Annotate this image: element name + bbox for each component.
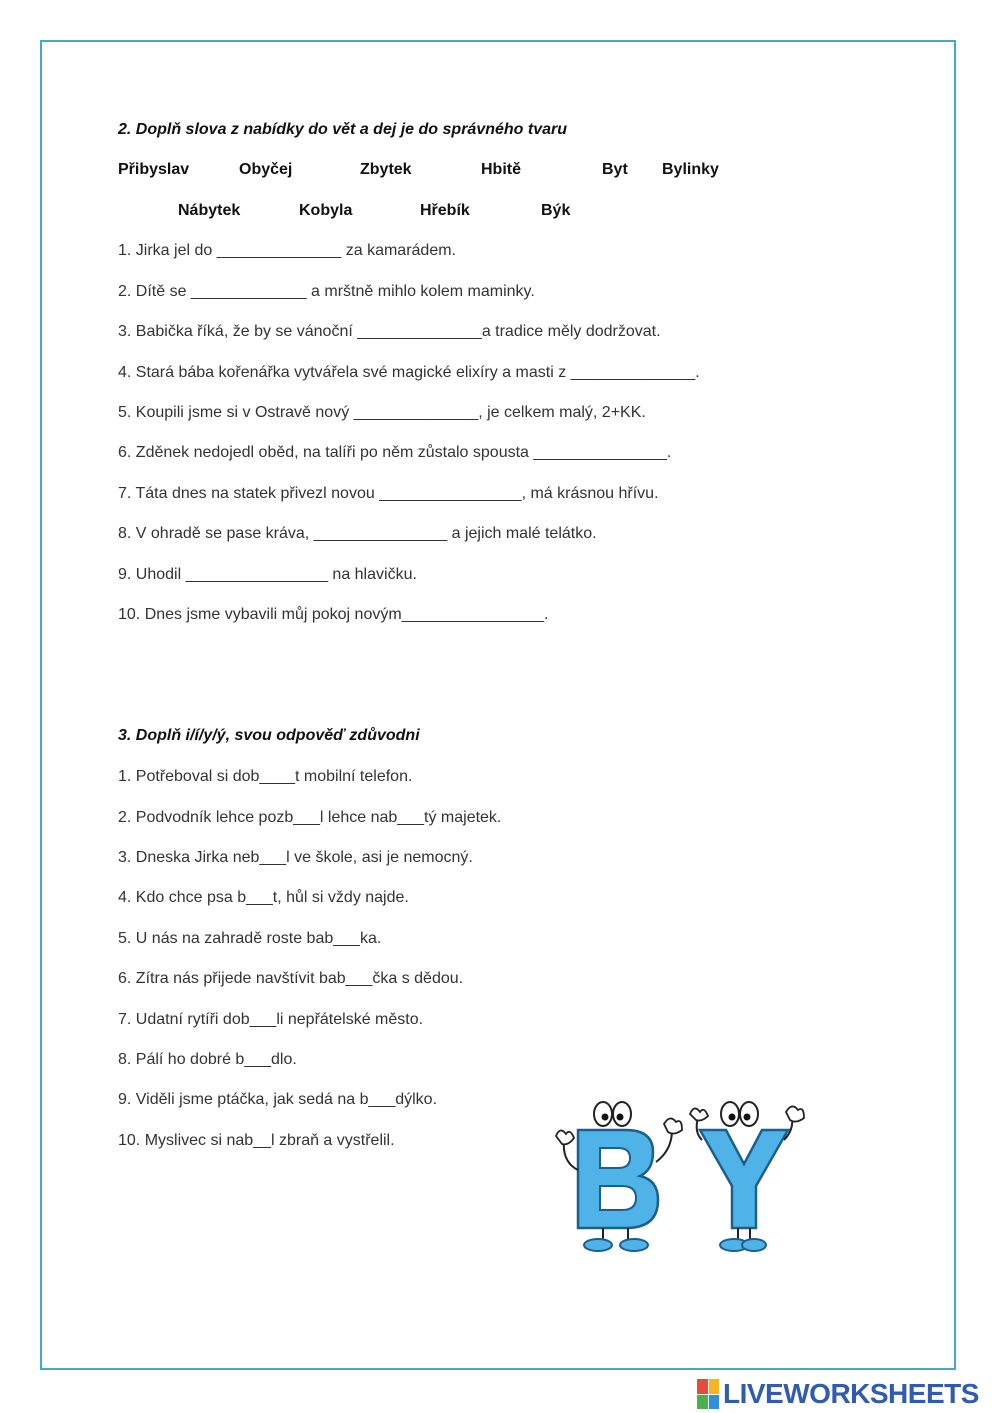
word-option: Obyčej bbox=[239, 161, 293, 178]
letter-b-icon bbox=[556, 1102, 682, 1251]
section2-heading: 2. Doplň slova z nabídky do vět a dej je do správného tvaru bbox=[118, 121, 567, 138]
worksheet-frame bbox=[40, 40, 956, 1370]
exercise-sentence[interactable]: 3. Dneska Jirka neb___l ve škole, asi je nemocný. bbox=[118, 849, 473, 866]
liveworksheets-logo[interactable] bbox=[697, 1378, 979, 1410]
section3-heading: 3. Doplň i/í/y/ý, svou odpověď zdůvodni bbox=[118, 727, 420, 744]
word-option: Nábytek bbox=[178, 202, 241, 219]
exercise-sentence[interactable]: 3. Babička říká, že by se vánoční ______________a tradice měly dodržovat. bbox=[118, 323, 661, 340]
exercise-sentence[interactable]: 1. Jirka jel do ______________ za kamarádem. bbox=[118, 242, 456, 259]
word-option: Býk bbox=[541, 202, 571, 219]
exercise-sentence[interactable]: 9. Uhodil ________________ na hlavičku. bbox=[118, 566, 417, 583]
exercise-sentence[interactable]: 1. Potřeboval si dob____t mobilní telefon. bbox=[118, 768, 413, 785]
exercise-sentence[interactable]: 2. Podvodník lehce pozb___l lehce nab___tý majetek. bbox=[118, 809, 502, 826]
exercise-sentence[interactable]: 4. Stará bába kořenářka vytvářela své magické elixíry a masti z ______________. bbox=[118, 364, 700, 381]
exercise-sentence[interactable]: 7. Udatní rytíři dob___li nepřátelské město. bbox=[118, 1011, 424, 1028]
by-letters-cartoon-icon bbox=[548, 1100, 813, 1255]
word-option: Zbytek bbox=[360, 161, 412, 178]
exercise-sentence[interactable]: 10. Dnes jsme vybavili můj pokoj novým________________. bbox=[118, 606, 549, 623]
exercise-sentence[interactable]: 10. Myslivec si nab__l zbraň a vystřelil. bbox=[118, 1132, 395, 1149]
letter-y-icon bbox=[690, 1102, 804, 1251]
word-option: Bylinky bbox=[662, 161, 719, 178]
liveworksheets-badge-icon bbox=[697, 1379, 719, 1409]
exercise-sentence[interactable]: 9. Viděli jsme ptáčka, jak sedá na b___dýlko. bbox=[118, 1091, 438, 1108]
logo-text: LIVEWORKSHEETS bbox=[723, 1378, 979, 1409]
exercise-sentence[interactable]: 8. Pálí ho dobré b___dlo. bbox=[118, 1051, 297, 1068]
word-option: Kobyla bbox=[299, 202, 353, 219]
exercise-sentence[interactable]: 4. Kdo chce psa b___t, hůl si vždy najde. bbox=[118, 889, 409, 906]
exercise-sentence[interactable]: 6. Zděnek nedojedl oběd, na talíři po něm zůstalo spousta _______________. bbox=[118, 444, 672, 461]
exercise-sentence[interactable]: 7. Táta dnes na statek přivezl novou ________________, má krásnou hřívu. bbox=[118, 485, 659, 502]
word-option: Hřebík bbox=[420, 202, 470, 219]
word-option: Hbitě bbox=[481, 161, 521, 178]
word-option: Byt bbox=[602, 161, 628, 178]
exercise-sentence[interactable]: 5. U nás na zahradě roste bab___ka. bbox=[118, 930, 382, 947]
exercise-sentence[interactable]: 2. Dítě se _____________ a mrštně mihlo kolem maminky. bbox=[118, 283, 535, 300]
exercise-sentence[interactable]: 8. V ohradě se pase kráva, _______________ a jejich malé telátko. bbox=[118, 525, 597, 542]
word-option: Přibyslav bbox=[118, 161, 190, 178]
exercise-sentence[interactable]: 5. Koupili jsme si v Ostravě nový ______________, je celkem malý, 2+KK. bbox=[118, 404, 646, 421]
exercise-sentence[interactable]: 6. Zítra nás přijede navštívit bab___čka s dědou. bbox=[118, 970, 464, 987]
